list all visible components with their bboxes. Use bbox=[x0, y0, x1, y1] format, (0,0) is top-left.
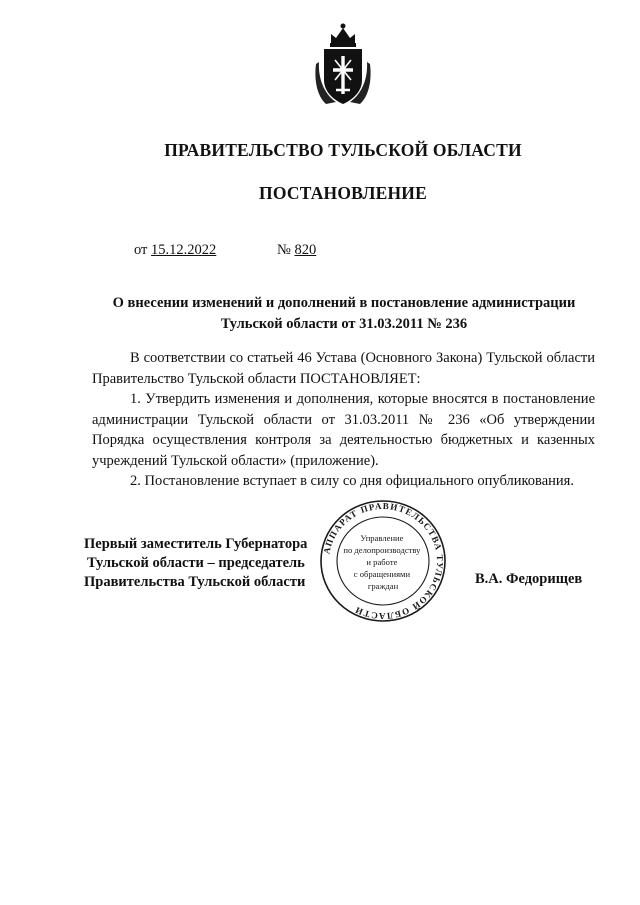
signatory-position bbox=[84, 535, 307, 592]
official-stamp-icon bbox=[318, 499, 448, 623]
body-paragraph-item-1: 1. Утвердить изменения и дополнения, которые вносятся в постановление администрации Тульской области от 31.03.2011 № 236 «Об утверждении Порядка осуществления контроля за деятельностью бюджетных и казенных учреждений Тульской области» (приложение). bbox=[92, 391, 595, 469]
stamp-line-2: по делопроизводству bbox=[343, 545, 421, 555]
coat-of-arms-icon bbox=[314, 22, 372, 108]
signatory-name: В.А. Федорищев bbox=[475, 571, 583, 587]
government-title: ПРАВИТЕЛЬСТВО ТУЛЬСКОЙ ОБЛАСТИ bbox=[164, 140, 522, 160]
date-value: 15.12.2022 bbox=[151, 242, 217, 258]
document-number bbox=[277, 242, 316, 259]
document-subject bbox=[95, 293, 593, 335]
date-prefix: от bbox=[134, 242, 148, 258]
stamp-line-1: Управление bbox=[360, 533, 404, 543]
stamp-line-5: граждан bbox=[367, 581, 399, 591]
document-date bbox=[134, 242, 216, 259]
subject-line-1: О внесении изменений и дополнений в постановление администрации bbox=[112, 295, 576, 311]
document-type-title: ПОСТАНОВЛЕНИЕ bbox=[259, 183, 427, 203]
subject-line-2: Тульской области от 31.03.2011 № 236 bbox=[220, 316, 468, 332]
number-prefix: № bbox=[277, 242, 291, 258]
document-body bbox=[92, 348, 595, 492]
body-paragraph-preamble: В соответствии со статьей 46 Устава (Основного Закона) Тульской области Правительство Тульской области ПОСТАНОВЛЯЕТ: bbox=[92, 350, 595, 387]
signatory-line-1: Первый заместитель Губернатора bbox=[84, 536, 308, 552]
stamp-line-4: с обращениями bbox=[353, 569, 411, 579]
signatory-line-2: Тульской области – председатель bbox=[87, 555, 305, 571]
signatory-line-3: Правительства Тульской области bbox=[84, 574, 306, 590]
body-paragraph-item-2: 2. Постановление вступает в силу со дня официального опубликования. bbox=[130, 473, 574, 489]
number-value: 820 bbox=[294, 242, 317, 258]
svg-text:Управление по делопроизв bbox=[343, 533, 422, 591]
stamp-line-3: и работе bbox=[366, 557, 398, 567]
stamp-ring-text: АППАРАТ ПРАВИТЕЛЬСТВА ТУЛЬСКОЙ ОБЛАСТИ bbox=[321, 500, 446, 622]
